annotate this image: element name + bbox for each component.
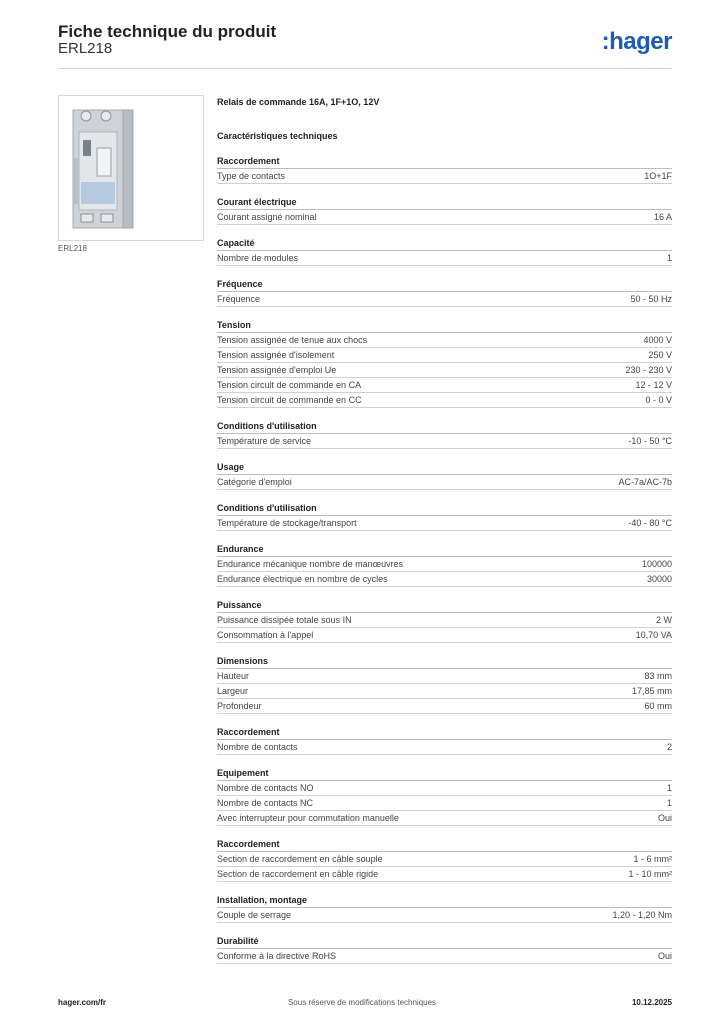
spec-value: 100000 <box>641 559 672 569</box>
spec-label: Nombre de contacts NC <box>217 798 314 808</box>
spec-row <box>217 251 672 266</box>
spec-value: 4000 V <box>643 335 672 345</box>
spec-value: Oui <box>657 813 672 823</box>
spec-row <box>217 378 672 393</box>
spec-row <box>217 333 672 348</box>
spec-row <box>217 908 672 923</box>
product-reference: ERL218 <box>58 40 113 57</box>
spec-label: Endurance électrique en nombre de cycles <box>217 574 388 584</box>
spec-row <box>217 572 672 587</box>
section-heading: Raccordement <box>217 726 672 740</box>
spec-section <box>217 155 672 184</box>
spec-label: Tension assignée d'isolement <box>217 350 335 360</box>
spec-value: 0 - 0 V <box>645 395 672 405</box>
product-description: Relais de commande 16A, 1F+1O, 12V <box>217 97 380 107</box>
spec-value: AC-7a/AC-7b <box>618 477 672 487</box>
spec-label: Nombre de modules <box>217 253 299 263</box>
spec-section <box>217 599 672 643</box>
spec-row <box>217 348 672 363</box>
spec-row <box>217 796 672 811</box>
spec-label: Tension assignée d'emploi Ue <box>217 365 337 375</box>
spec-value: 50 - 50 Hz <box>630 294 672 304</box>
spec-row <box>217 852 672 867</box>
spec-row <box>217 363 672 378</box>
spec-label: Type de contacts <box>217 171 286 181</box>
spec-label: Puissance dissipée totale sous IN <box>217 615 352 625</box>
spec-section <box>217 420 672 449</box>
spec-row <box>217 292 672 307</box>
footer-website[interactable]: hager.com/fr <box>58 998 107 1007</box>
spec-label: Catégorie d'emploi <box>217 477 292 487</box>
spec-label: Nombre de contacts NO <box>217 783 314 793</box>
section-heading: Endurance <box>217 543 672 557</box>
spec-row <box>217 811 672 826</box>
spec-section <box>217 237 672 266</box>
spec-value: 30000 <box>646 574 672 584</box>
spec-section <box>217 726 672 755</box>
tech-characteristics-title: Caractéristiques techniques <box>217 131 338 141</box>
relay-module-icon <box>59 96 203 240</box>
spec-sections <box>217 155 672 964</box>
spec-label: Fréquence <box>217 294 261 304</box>
spec-label: Conforme à la directive RoHS <box>217 951 337 961</box>
footer-date: 10.12.2025 <box>631 998 672 1007</box>
spec-row <box>217 949 672 964</box>
spec-section <box>217 543 672 587</box>
spec-row <box>217 740 672 755</box>
spec-section <box>217 655 672 714</box>
section-heading: Conditions d'utilisation <box>217 420 672 434</box>
spec-row <box>217 393 672 408</box>
section-heading: Tension <box>217 319 672 333</box>
spec-label: Profondeur <box>217 701 262 711</box>
section-heading: Puissance <box>217 599 672 613</box>
spec-label: Température de stockage/transport <box>217 518 357 528</box>
spec-row <box>217 169 672 184</box>
spec-value: 1O+1F <box>644 171 672 181</box>
spec-value: 10,70 VA <box>635 630 672 640</box>
spec-label: Courant assigné nominal <box>217 212 317 222</box>
spec-label: Section de raccordement en câble souple <box>217 854 383 864</box>
spec-value: 1,20 - 1,20 Nm <box>612 910 672 920</box>
spec-value: 250 V <box>648 350 672 360</box>
spec-row <box>217 669 672 684</box>
spec-label: Nombre de contacts <box>217 742 298 752</box>
spec-label: Endurance mécanique nombre de manœuvres <box>217 559 404 569</box>
footer-notice: Sous réserve de modifications techniques <box>287 998 437 1007</box>
spec-row <box>217 434 672 449</box>
spec-label: Tension circuit de commande en CC <box>217 395 362 405</box>
section-heading: Installation, montage <box>217 894 672 908</box>
spec-value: Oui <box>657 951 672 961</box>
spec-value: 12 - 12 V <box>635 380 672 390</box>
spec-value: -40 - 80 °C <box>628 518 672 528</box>
spec-value: 230 - 230 V <box>625 365 672 375</box>
spec-row <box>217 210 672 225</box>
section-heading: Raccordement <box>217 155 672 169</box>
spec-value: 17,85 mm <box>631 686 672 696</box>
spec-section <box>217 196 672 225</box>
spec-value: 60 mm <box>644 701 672 711</box>
section-heading: Courant électrique <box>217 196 672 210</box>
section-heading: Usage <box>217 461 672 475</box>
spec-section <box>217 319 672 408</box>
section-heading: Durabilité <box>217 935 672 949</box>
spec-value: 1 <box>666 783 672 793</box>
product-image <box>58 95 204 241</box>
spec-row <box>217 613 672 628</box>
spec-content <box>217 95 672 964</box>
section-heading: Fréquence <box>217 278 672 292</box>
section-heading: Dimensions <box>217 655 672 669</box>
spec-value: 16 A <box>653 212 672 222</box>
spec-label: Avec interrupteur pour commutation manuelle <box>217 813 399 823</box>
section-heading: Equipement <box>217 767 672 781</box>
spec-value: 1 - 6 mm² <box>633 854 672 864</box>
spec-row <box>217 699 672 714</box>
spec-row <box>217 684 672 699</box>
section-heading: Conditions d'utilisation <box>217 502 672 516</box>
spec-value: 1 <box>666 798 672 808</box>
spec-section <box>217 935 672 964</box>
product-image-caption: ERL218 <box>58 244 87 253</box>
spec-section <box>217 838 672 882</box>
spec-label: Tension assignée de tenue aux chocs <box>217 335 368 345</box>
spec-label: Couple de serrage <box>217 910 292 920</box>
spec-section <box>217 767 672 826</box>
spec-value: 2 W <box>655 615 672 625</box>
spec-row <box>217 516 672 531</box>
spec-section <box>217 278 672 307</box>
spec-value: 1 <box>666 253 672 263</box>
spec-value: 2 <box>666 742 672 752</box>
spec-label: Tension circuit de commande en CA <box>217 380 362 390</box>
spec-label: Consommation à l'appel <box>217 630 314 640</box>
header-divider <box>58 68 672 69</box>
spec-row <box>217 781 672 796</box>
spec-row <box>217 867 672 882</box>
spec-row <box>217 475 672 490</box>
section-heading: Capacité <box>217 237 672 251</box>
spec-label: Section de raccordement en câble rigide <box>217 869 379 879</box>
spec-label: Hauteur <box>217 671 250 681</box>
hager-logo: :hager <box>601 28 672 55</box>
spec-section <box>217 502 672 531</box>
spec-value: -10 - 50 °C <box>628 436 672 446</box>
spec-value: 83 mm <box>644 671 672 681</box>
spec-label: Température de service <box>217 436 312 446</box>
page-title: Fiche technique du produit <box>58 22 277 41</box>
spec-value: 1 - 10 mm² <box>628 869 672 879</box>
spec-row <box>217 557 672 572</box>
section-heading: Raccordement <box>217 838 672 852</box>
spec-label: Largeur <box>217 686 249 696</box>
spec-row <box>217 628 672 643</box>
spec-section <box>217 461 672 490</box>
spec-section <box>217 894 672 923</box>
